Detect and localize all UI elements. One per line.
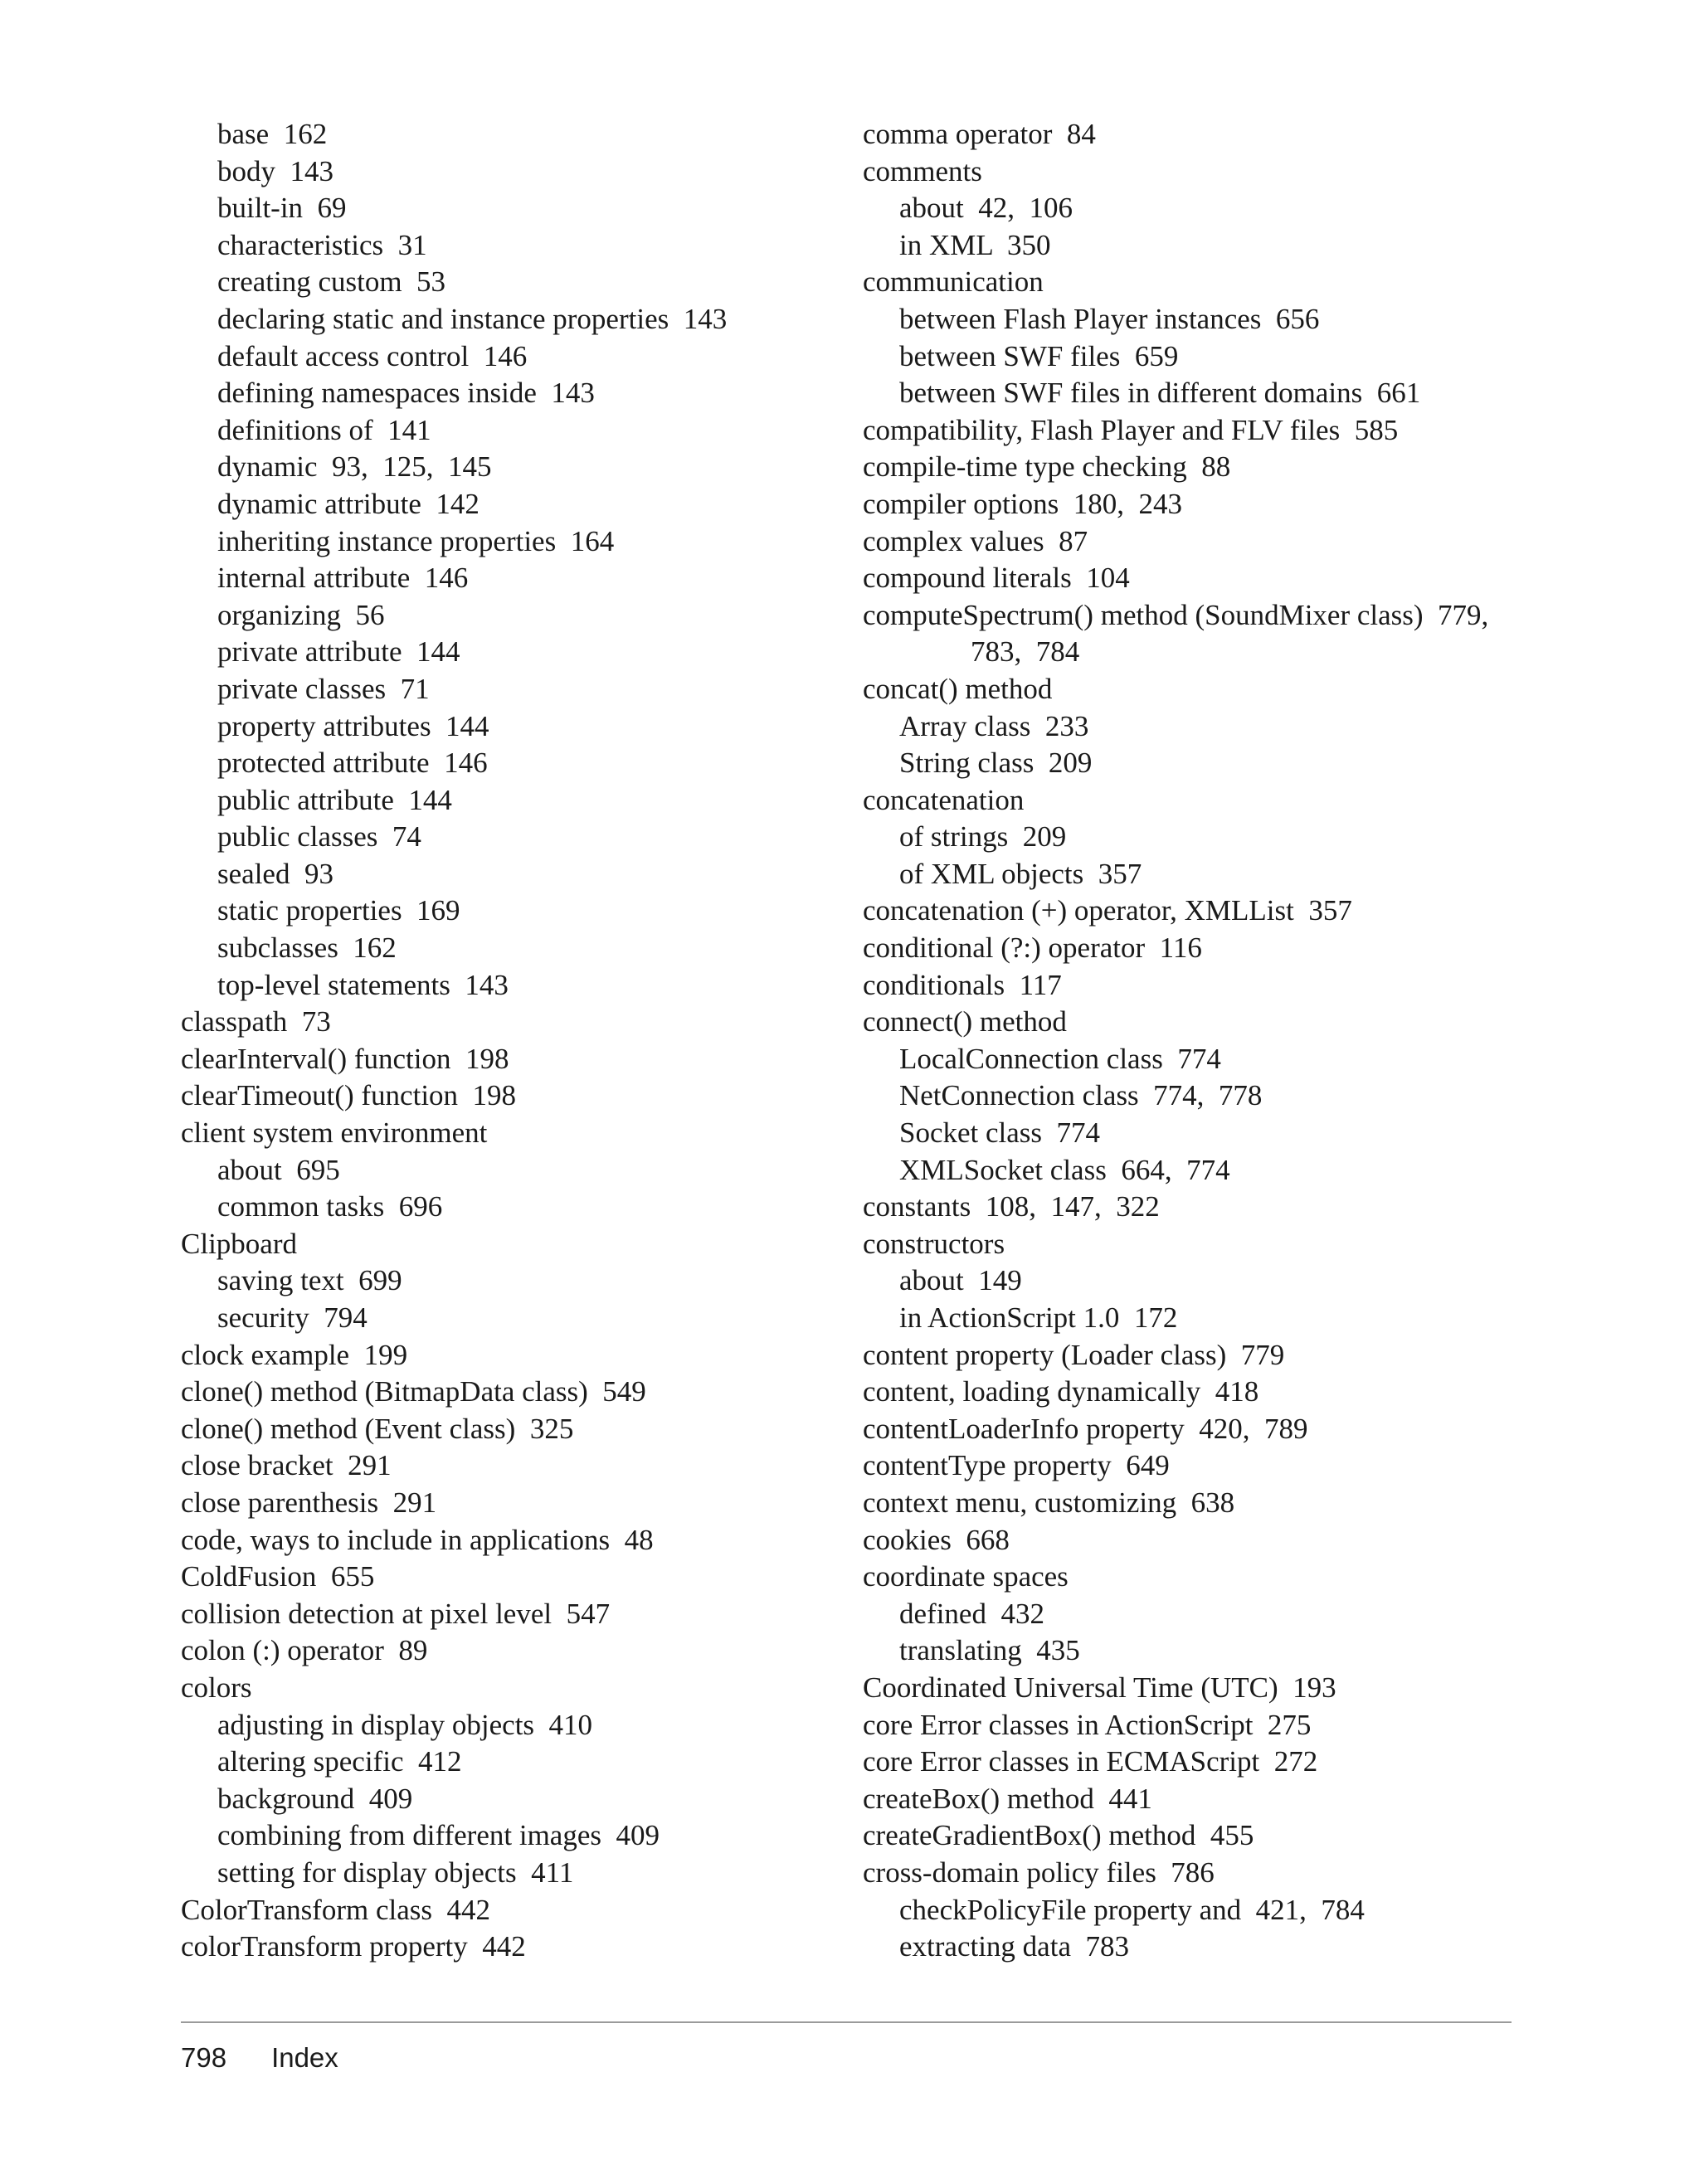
- index-entry: concat() method: [863, 672, 1053, 705]
- index-subentry: altering specific 412: [217, 1745, 462, 1778]
- index-entry: clone() method (Event class) 325: [181, 1412, 574, 1445]
- page-footer: [181, 2042, 338, 2074]
- index-entry: compound literals 104: [863, 562, 1130, 595]
- index-entry: cross-domain policy files 786: [863, 1856, 1215, 1889]
- index-subentry: extracting data 783: [899, 1930, 1129, 1963]
- index-subentry: built-in 69: [217, 192, 347, 225]
- index-column-right: [863, 116, 1526, 1966]
- index-subentry: dynamic 93, 125, 145: [217, 450, 492, 484]
- index-entry: comments: [863, 154, 982, 187]
- index-entry: colors: [181, 1671, 252, 1704]
- index-subentry: translating 435: [899, 1634, 1080, 1667]
- index-subentry: defining namespaces inside 143: [217, 377, 595, 410]
- index-entry: close bracket 291: [181, 1449, 392, 1482]
- index-subentry: characteristics 31: [217, 228, 427, 261]
- index-entry: conditional (?:) operator 116: [863, 931, 1202, 965]
- index-subentry: Socket class 774: [899, 1116, 1101, 1150]
- index-subentry: between Flash Player instances 656: [899, 302, 1320, 335]
- index-subentry: inheriting instance properties 164: [217, 524, 615, 557]
- index-subentry: internal attribute 146: [217, 562, 469, 595]
- index-subentry: about 42, 106: [899, 192, 1073, 225]
- index-entry: computeSpectrum() method (SoundMixer class) 779,: [863, 598, 1489, 631]
- index-subentry: of strings 209: [899, 820, 1067, 854]
- index-entry: contentLoaderInfo property 420, 789: [863, 1412, 1308, 1445]
- index-subentry: adjusting in display objects 410: [217, 1708, 593, 1741]
- index-subentry: definitions of 141: [217, 413, 431, 446]
- index-entry: client system environment: [181, 1116, 488, 1150]
- index-subentry: setting for display objects 411: [217, 1856, 574, 1889]
- index-entry: concatenation (+) operator, XMLList 357: [863, 894, 1352, 927]
- index-subentry: protected attribute 146: [217, 747, 488, 780]
- index-entry: createBox() method 441: [863, 1782, 1152, 1815]
- section-title: Index: [271, 2042, 338, 2073]
- index-entry: Clipboard: [181, 1227, 297, 1260]
- index-subentry: security 794: [217, 1301, 368, 1334]
- index-entry: comma operator 84: [863, 118, 1096, 150]
- index-entry: clearInterval() function 198: [181, 1042, 509, 1075]
- index-entry: createGradientBox() method 455: [863, 1819, 1254, 1852]
- index-entry: ColdFusion 655: [181, 1560, 375, 1593]
- index-subentry: organizing 56: [217, 598, 385, 631]
- index-entry: compiler options 180, 243: [863, 487, 1182, 520]
- index-entry: close parenthesis 291: [181, 1486, 437, 1519]
- index-entry: context menu, customizing 638: [863, 1486, 1235, 1519]
- index-subentry: String class 209: [899, 747, 1093, 780]
- index-entry: communication: [863, 265, 1044, 299]
- index-entry: complex values 87: [863, 524, 1088, 557]
- index-entry: contentType property 649: [863, 1449, 1170, 1482]
- index-subentry: declaring static and instance properties 143: [217, 302, 728, 335]
- index-subentry: between SWF files in different domains 661: [899, 377, 1421, 410]
- index-entry: constructors: [863, 1227, 1005, 1260]
- index-column-left: [181, 116, 828, 1966]
- index-subentry: public classes 74: [217, 820, 421, 854]
- index-subentry: creating custom 53: [217, 265, 446, 299]
- index-subentry: default access control 146: [217, 339, 528, 372]
- index-entry: colon (:) operator 89: [181, 1634, 428, 1667]
- index-entry: coordinate spaces: [863, 1560, 1069, 1593]
- index-entry: conditionals 117: [863, 968, 1062, 1001]
- index-entry: clock example 199: [181, 1338, 408, 1371]
- index-subentry: private classes 71: [217, 672, 430, 705]
- index-subentry: defined 432: [899, 1597, 1044, 1630]
- index-entry: clone() method (BitmapData class) 549: [181, 1375, 646, 1408]
- index-subentry: static properties 169: [217, 894, 460, 927]
- index-subentry: base 162: [217, 118, 328, 150]
- index-entry: concatenation: [863, 783, 1025, 816]
- index-entry: classpath 73: [181, 1005, 331, 1038]
- index-subentry: saving text 699: [217, 1264, 402, 1297]
- index-subentry: about 149: [899, 1264, 1022, 1297]
- index-subentry: in ActionScript 1.0 172: [899, 1301, 1178, 1334]
- index-entry: connect() method: [863, 1005, 1067, 1038]
- index-subentry: body 143: [217, 154, 333, 187]
- index-entry: content, loading dynamically 418: [863, 1375, 1259, 1408]
- index-subentry: top-level statements 143: [217, 968, 509, 1001]
- index-entry: cookies 668: [863, 1523, 1010, 1556]
- index-subentry: between SWF files 659: [899, 339, 1179, 372]
- index-entry: collision detection at pixel level 547: [181, 1597, 611, 1630]
- index-entry: content property (Loader class) 779: [863, 1338, 1285, 1371]
- index-subentry: about 695: [217, 1153, 340, 1186]
- index-subentry: property attributes 144: [217, 709, 489, 742]
- index-entry-continuation: 783, 784: [971, 635, 1080, 669]
- index-subentry: LocalConnection class 774: [899, 1042, 1221, 1075]
- index-subentry: NetConnection class 774, 778: [899, 1079, 1263, 1112]
- index-entry: constants 108, 147, 322: [863, 1190, 1160, 1223]
- index-entry: ColorTransform class 442: [181, 1893, 491, 1926]
- index-subentry: combining from different images 409: [217, 1819, 660, 1852]
- index-subentry: XMLSocket class 664, 774: [899, 1153, 1230, 1186]
- index-entry: clearTimeout() function 198: [181, 1079, 517, 1112]
- index-subentry: Array class 233: [899, 709, 1089, 742]
- index-subentry: subclasses 162: [217, 931, 397, 965]
- index-subentry: checkPolicyFile property and 421, 784: [899, 1893, 1365, 1926]
- index-subentry: in XML 350: [899, 228, 1051, 261]
- index-entry: compile-time type checking 88: [863, 450, 1231, 484]
- index-subentry: of XML objects 357: [899, 857, 1142, 890]
- footer-rule: [181, 2021, 1512, 2023]
- index-entry: core Error classes in ActionScript 275: [863, 1708, 1312, 1741]
- index-entry: core Error classes in ECMAScript 272: [863, 1745, 1318, 1778]
- index-subentry: public attribute 144: [217, 783, 452, 816]
- index-subentry: background 409: [217, 1782, 413, 1815]
- index-entry: code, ways to include in applications 48: [181, 1523, 654, 1556]
- page-number: 798: [181, 2042, 227, 2073]
- index-subentry: private attribute 144: [217, 635, 460, 669]
- index-subentry: dynamic attribute 142: [217, 487, 480, 520]
- index-subentry: sealed 93: [217, 857, 333, 890]
- index-entry: Coordinated Universal Time (UTC) 193: [863, 1671, 1336, 1704]
- index-entry: colorTransform property 442: [181, 1930, 526, 1963]
- index-entry: compatibility, Flash Player and FLV files 585: [863, 413, 1399, 446]
- index-subentry: common tasks 696: [217, 1190, 443, 1223]
